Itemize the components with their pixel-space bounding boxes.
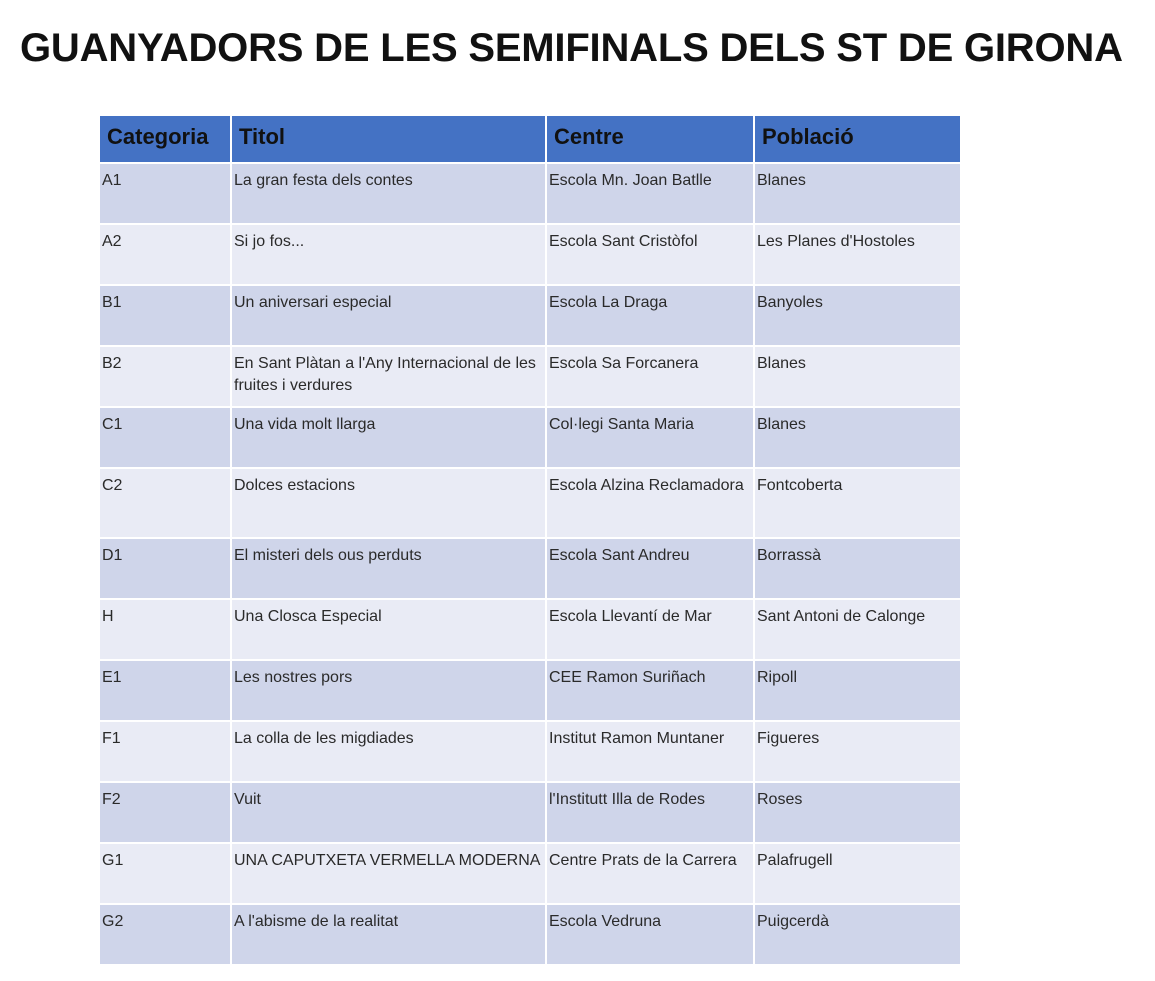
- cell-poblacio: Palafrugell: [754, 843, 961, 904]
- cell-categoria: C1: [99, 407, 231, 468]
- cell-poblacio: Banyoles: [754, 285, 961, 346]
- cell-categoria: E1: [99, 660, 231, 721]
- column-header-titol: Titol: [231, 115, 546, 163]
- cell-centre: Escola Alzina Reclamadora: [546, 468, 754, 538]
- cell-categoria: B1: [99, 285, 231, 346]
- cell-poblacio: Blanes: [754, 407, 961, 468]
- table-row: [99, 904, 961, 965]
- cell-poblacio: Blanes: [754, 163, 961, 224]
- table-row: [99, 721, 961, 782]
- cell-poblacio: Les Planes d'Hostoles: [754, 224, 961, 285]
- cell-titol: El misteri dels ous perduts: [231, 538, 546, 599]
- cell-centre: Escola Sa Forcanera: [546, 346, 754, 407]
- cell-centre: Institut Ramon Muntaner: [546, 721, 754, 782]
- cell-poblacio: Fontcoberta: [754, 468, 961, 538]
- cell-titol: Les nostres pors: [231, 660, 546, 721]
- cell-titol: A l'abisme de la realitat: [231, 904, 546, 965]
- cell-categoria: H: [99, 599, 231, 660]
- table-row: [99, 285, 961, 346]
- cell-centre: Escola Vedruna: [546, 904, 754, 965]
- cell-categoria: B2: [99, 346, 231, 407]
- cell-titol: UNA CAPUTXETA VERMELLA MODERNA: [231, 843, 546, 904]
- cell-categoria: A1: [99, 163, 231, 224]
- table-row: [99, 782, 961, 843]
- cell-titol: La colla de les migdiades: [231, 721, 546, 782]
- cell-poblacio: Sant Antoni de Calonge: [754, 599, 961, 660]
- cell-titol: Una Closca Especial: [231, 599, 546, 660]
- table-row: [99, 843, 961, 904]
- cell-centre: Escola Sant Cristòfol: [546, 224, 754, 285]
- cell-centre: Escola Llevantí de Mar: [546, 599, 754, 660]
- cell-titol: Vuit: [231, 782, 546, 843]
- cell-titol: En Sant Plàtan a l'Any Internacional de les fruites i verdures: [231, 346, 546, 407]
- cell-centre: Col·legi Santa Maria: [546, 407, 754, 468]
- cell-centre: l'Institutt Illa de Rodes: [546, 782, 754, 843]
- cell-poblacio: Puigcerdà: [754, 904, 961, 965]
- column-header-centre: Centre: [546, 115, 754, 163]
- page-title: GUANYADORS DE LES SEMIFINALS DELS ST DE GIRONA: [20, 26, 1123, 70]
- cell-poblacio: Ripoll: [754, 660, 961, 721]
- cell-centre: Escola Sant Andreu: [546, 538, 754, 599]
- cell-poblacio: Blanes: [754, 346, 961, 407]
- cell-poblacio: Roses: [754, 782, 961, 843]
- column-header-categoria: Categoria: [99, 115, 231, 163]
- table-row: [99, 538, 961, 599]
- cell-categoria: A2: [99, 224, 231, 285]
- cell-centre: Centre Prats de la Carrera: [546, 843, 754, 904]
- cell-poblacio: Borrassà: [754, 538, 961, 599]
- table-row: [99, 599, 961, 660]
- cell-titol: Un aniversari especial: [231, 285, 546, 346]
- cell-titol: Dolces estacions: [231, 468, 546, 538]
- table-row: [99, 660, 961, 721]
- header-row: [99, 115, 961, 163]
- cell-titol: Una vida molt llarga: [231, 407, 546, 468]
- cell-centre: CEE Ramon Suriñach: [546, 660, 754, 721]
- cell-categoria: G1: [99, 843, 231, 904]
- winners-table: [98, 114, 962, 966]
- table-row: [99, 224, 961, 285]
- cell-categoria: F2: [99, 782, 231, 843]
- cell-categoria: C2: [99, 468, 231, 538]
- table-body: [99, 163, 961, 965]
- cell-categoria: F1: [99, 721, 231, 782]
- cell-titol: Si jo fos...: [231, 224, 546, 285]
- table-row: [99, 346, 961, 407]
- cell-titol: La gran festa dels contes: [231, 163, 546, 224]
- cell-poblacio: Figueres: [754, 721, 961, 782]
- table-row: [99, 163, 961, 224]
- cell-centre: Escola La Draga: [546, 285, 754, 346]
- cell-categoria: D1: [99, 538, 231, 599]
- cell-categoria: G2: [99, 904, 231, 965]
- column-header-poblacio: Població: [754, 115, 961, 163]
- table-row: [99, 407, 961, 468]
- table-row: [99, 468, 961, 538]
- table-header: [99, 115, 961, 163]
- cell-centre: Escola Mn. Joan Batlle: [546, 163, 754, 224]
